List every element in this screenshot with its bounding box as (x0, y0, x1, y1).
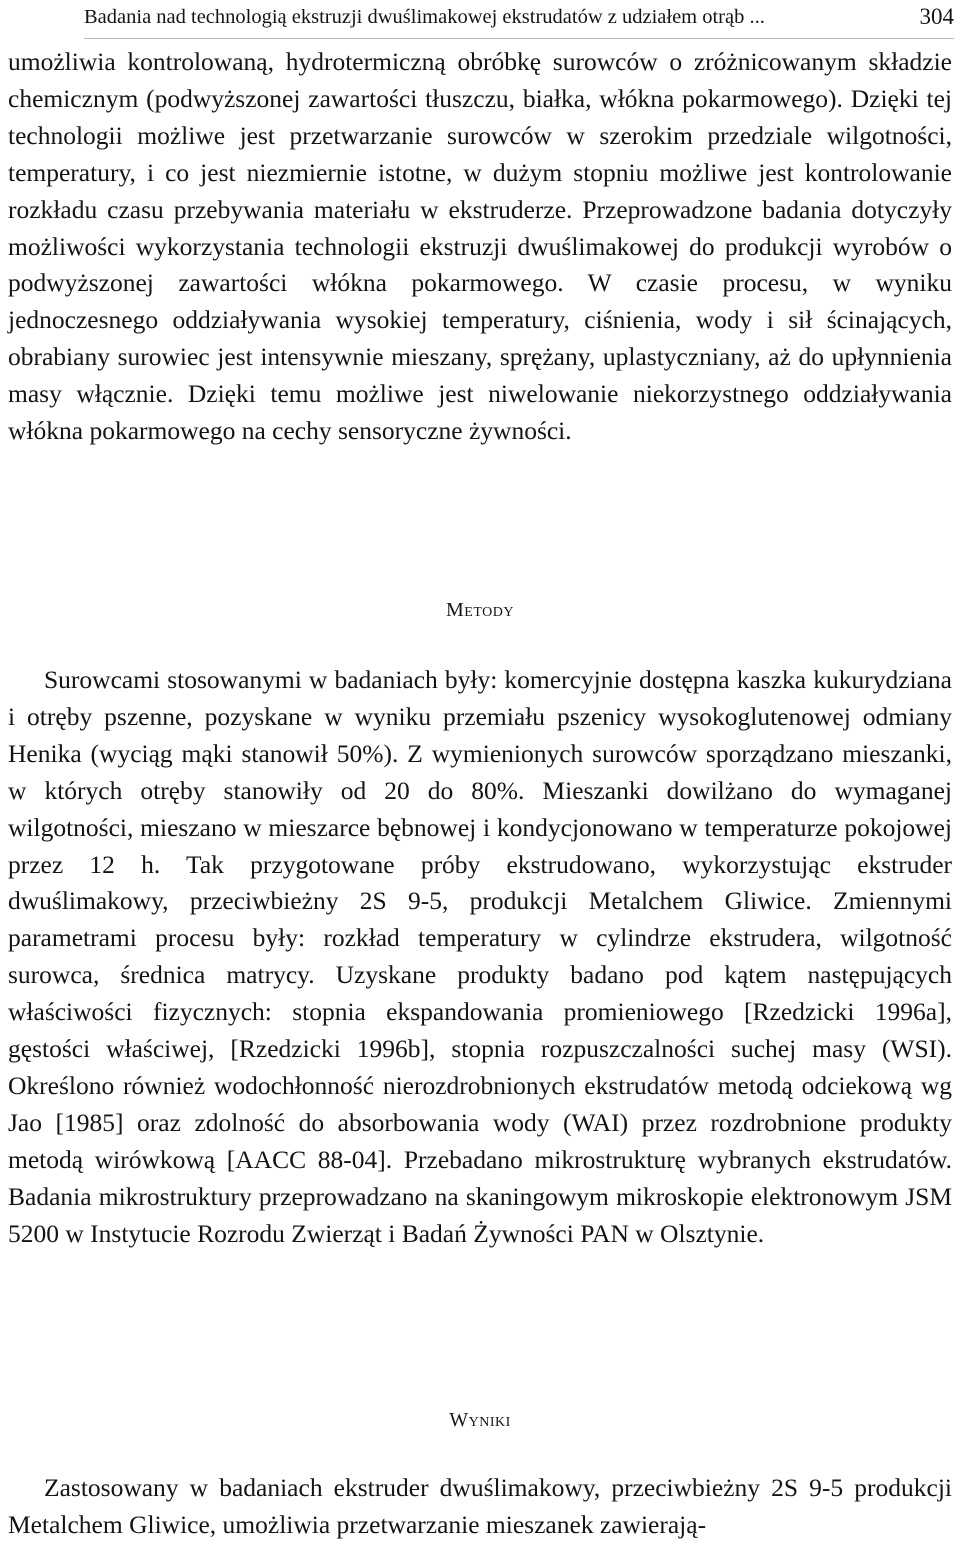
section-heading-wyniki: Wyniki (449, 1409, 511, 1431)
section-heading-metody: Metody (446, 599, 514, 621)
intro-paragraph: umożliwia kontrolowaną, hydrotermiczną obróbkę surowców o zróżnicowanym składzie chemicznym (podwyższonej zawartości tłuszczu, białka, włókna pokarmowego). Dzięki tej technologii możliwe jest przetwarzanie surowców w szerokim przedziale wilgotności, temperatury, i co jest niezmiernie istotne, w dużym stopniu możliwe jest kontrolowanie rozkładu czasu przebywania materiału w ekstruderze. Przeprowadzone badania dotyczyły możliwości wykorzystania technologii ekstruzji dwuślimakowej do produkcji wyrobów o podwyższonej zawartości włókna pokarmowego. W czasie procesu, w wyniku jednoczesnego oddziaływania wysokiej temperatury, ciśnienia, wody i sił ścinających, obrabiany surowiec jest intensywnie mieszany, sprężany, uplastyczniany, aż do upłynnienia masy włącznie. Dzięki temu możliwe jest niwelowanie niekorzystnego oddziaływania włókna pokarmowego na cechy sensoryczne żywności. (8, 47, 952, 446)
running-title: Badania nad technologią ekstruzji dwuślimakowej ekstrudatów z udziałem otrąb ... (84, 6, 765, 28)
running-header (84, 2, 954, 32)
header-divider (84, 38, 954, 39)
results-paragraph: Zastosowany w badaniach ekstruder dwuślimakowy, przeciwbieżny 2S 9-5 produkcji Metalchem Gliwice, umożliwia przetwarzanie mieszanek zawierają- (8, 1473, 952, 1539)
page-number: 304 (919, 4, 954, 29)
methods-paragraph: Surowcami stosowanymi w badaniach były: komercyjnie dostępna kaszka kukurydziana i otręby pszenne, pozyskane w wyniku przemiału pszenicy wysokoglutenowej odmiany Henika (wyciąg mąki stanowił 50%). Z wymienionych surowców sporządzano mieszanki, w których otręby stanowiły od 20 do 80%. Mieszanki dowilżano do wymaganej wilgotności, mieszano w mieszarce bębnowej i kondycjonowano w temperaturze pokojowej przez 12 h. Tak przygotowane próby ekstrudowano, wykorzystując ekstruder dwuślimakowy, przeciwbieżny 2S 9-5, produkcji Metalchem Gliwice. Zmiennymi parametrami procesu były: rozkład temperatury w cylindrze ekstrudera, wilgotność surowca, średnica matrycy. Uzyskane produkty badano pod kątem następujących właściwości fizycznych: stopnia ekspandowania promieniowego [Rzedzicki 1996a], gęstości właściwej, [Rzedzicki 1996b], stopnia rozpuszczalności suchej masy (WSI). Określono również wodochłonność nierozdrobnionych ekstrudatów metodą odciekową wg Jao [1985] oraz zdolność do absorbowania wody (WAI) przez rozdrobnione produkty metodą wirówkową [AACC 88-04]. Przebadano mikrostrukturę wybranych ekstrudatów. Badania mikrostruktury przeprowadzano na skaningowym mikroskopie elektronowym JSM 5200 w Instytucie Rozrodu Zwierząt i Badań Żywności PAN w Olsztynie. (8, 665, 952, 1248)
